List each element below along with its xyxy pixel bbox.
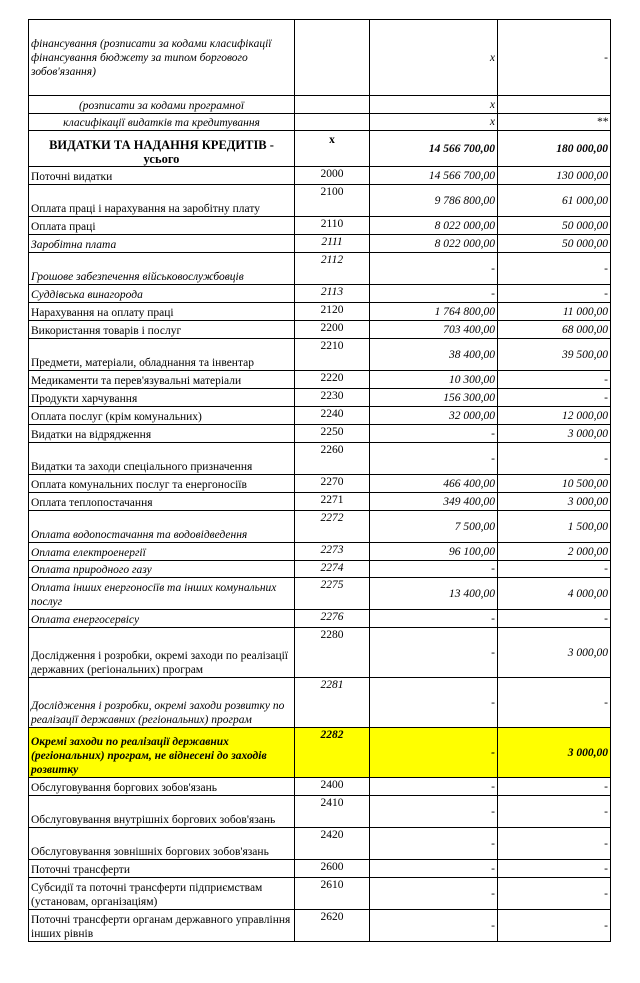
row-value-2-cell: - [498, 796, 611, 828]
row-name-cell: Оплата комунальних послуг та енергоносіїв [29, 475, 295, 493]
row-value-1-cell: 96 100,00 [370, 543, 498, 561]
table-row [29, 339, 611, 371]
row-value-2-cell: - [498, 443, 611, 475]
row-name-cell: Видатки на відрядження [29, 425, 295, 443]
row-name-cell: Поточні видатки [29, 167, 295, 185]
table-row [29, 561, 611, 578]
row-name-cell: Продукти харчування [29, 389, 295, 407]
row-value-1-cell: - [370, 561, 498, 578]
table-row [29, 678, 611, 728]
row-code-cell: 2281 [295, 678, 370, 728]
row-value-1-cell: 7 500,00 [370, 511, 498, 543]
row-value-1-cell: x [370, 20, 498, 96]
row-code-cell: 2273 [295, 543, 370, 561]
row-value-1-cell: 13 400,00 [370, 578, 498, 610]
row-value-2-cell: - [498, 910, 611, 942]
row-value-1-cell: - [370, 860, 498, 878]
row-value-2-cell: 4 000,00 [498, 578, 611, 610]
row-code-cell: 2230 [295, 389, 370, 407]
row-code-cell: 2210 [295, 339, 370, 371]
table-row [29, 114, 611, 131]
table-body [29, 20, 611, 942]
table-row [29, 910, 611, 942]
table-row [29, 96, 611, 114]
row-value-2-cell: 68 000,00 [498, 321, 611, 339]
row-value-1-cell: - [370, 253, 498, 285]
row-name-cell: Суддівська винагорода [29, 285, 295, 303]
table-row [29, 167, 611, 185]
row-value-2-cell: 1 500,00 [498, 511, 611, 543]
row-code-cell: 2420 [295, 828, 370, 860]
row-value-2-cell: 50 000,00 [498, 217, 611, 235]
table-row [29, 407, 611, 425]
row-name-cell: Оплата праці [29, 217, 295, 235]
table-row [29, 878, 611, 910]
row-code-cell: 2000 [295, 167, 370, 185]
row-value-2-cell: 61 000,00 [498, 185, 611, 217]
table-row [29, 425, 611, 443]
row-code-cell: 2620 [295, 910, 370, 942]
row-value-1-cell: - [370, 425, 498, 443]
row-value-2-cell: 11 000,00 [498, 303, 611, 321]
row-name-cell: Дослідження і розробки, окремі заходи розвитку по реалізації державних (регіональних) програм [29, 678, 295, 728]
row-value-2-cell: ** [498, 114, 611, 131]
row-value-2-cell: - [498, 389, 611, 407]
budget-expenditure-table [28, 19, 611, 942]
row-value-2-cell: - [498, 610, 611, 628]
row-value-2-cell: - [498, 878, 611, 910]
table-row [29, 285, 611, 303]
table-row [29, 185, 611, 217]
row-value-1-cell: 1 764 800,00 [370, 303, 498, 321]
row-name-cell: Оплата інших енергоносіїв та інших комунальних послуг [29, 578, 295, 610]
row-value-1-cell: - [370, 285, 498, 303]
table-row [29, 371, 611, 389]
table-row [29, 796, 611, 828]
row-value-2-cell: 3 000,00 [498, 628, 611, 678]
row-value-2-cell: - [498, 678, 611, 728]
table-row [29, 493, 611, 511]
row-name-cell: класифікації видатків та кредитування [29, 114, 295, 131]
row-value-1-cell: 38 400,00 [370, 339, 498, 371]
row-name-cell: Поточні трансферти органам державного управління інших рівнів [29, 910, 295, 942]
table-row [29, 321, 611, 339]
row-code-cell: 2111 [295, 235, 370, 253]
row-value-1-cell: - [370, 796, 498, 828]
row-value-2-cell [498, 96, 611, 114]
row-code-cell: 2110 [295, 217, 370, 235]
row-code-cell: 2112 [295, 253, 370, 285]
row-value-2-cell: 2 000,00 [498, 543, 611, 561]
table-row [29, 389, 611, 407]
row-name-cell: Нарахування на оплату праці [29, 303, 295, 321]
row-name-cell: Дослідження і розробки, окремі заходи по реалізації державних (регіональних) програм [29, 628, 295, 678]
row-name-cell: Обслуговування внутрішніх боргових зобов'язань [29, 796, 295, 828]
row-code-cell [295, 114, 370, 131]
row-code-cell: 2274 [295, 561, 370, 578]
table-row [29, 217, 611, 235]
row-value-2-cell: - [498, 20, 611, 96]
row-name-cell: Видатки та заходи спеціального призначення [29, 443, 295, 475]
row-name-cell: Оплата енергосервісу [29, 610, 295, 628]
row-code-cell: 2272 [295, 511, 370, 543]
row-name-cell: Предмети, матеріали, обладнання та інвентар [29, 339, 295, 371]
row-name-cell: Оплата електроенергії [29, 543, 295, 561]
row-code-cell: 2600 [295, 860, 370, 878]
row-name-cell: Грошове забезпечення військовослужбовців [29, 253, 295, 285]
row-value-2-cell: 130 000,00 [498, 167, 611, 185]
table-row [29, 253, 611, 285]
row-code-cell: 2400 [295, 778, 370, 796]
row-code-cell: x [295, 131, 370, 167]
row-code-cell: 2610 [295, 878, 370, 910]
row-value-1-cell: - [370, 443, 498, 475]
row-value-1-cell: - [370, 728, 498, 778]
table-row [29, 578, 611, 610]
row-value-2-cell: - [498, 860, 611, 878]
row-code-cell: 2282 [295, 728, 370, 778]
row-value-1-cell: 466 400,00 [370, 475, 498, 493]
row-value-1-cell: - [370, 778, 498, 796]
row-value-1-cell: - [370, 628, 498, 678]
row-name-cell: Поточні трансферти [29, 860, 295, 878]
row-code-cell: 2200 [295, 321, 370, 339]
row-code-cell: 2280 [295, 628, 370, 678]
row-value-2-cell: - [498, 285, 611, 303]
row-code-cell: 2250 [295, 425, 370, 443]
row-name-cell: Заробітна плата [29, 235, 295, 253]
row-value-1-cell: x [370, 114, 498, 131]
row-value-1-cell: - [370, 878, 498, 910]
row-code-cell: 2270 [295, 475, 370, 493]
row-code-cell: 2120 [295, 303, 370, 321]
row-value-1-cell: x [370, 96, 498, 114]
table-row [29, 828, 611, 860]
row-value-1-cell: 703 400,00 [370, 321, 498, 339]
row-name-cell: Обслуговування боргових зобов'язань [29, 778, 295, 796]
row-name-cell: Оплата теплопостачання [29, 493, 295, 511]
row-name-cell: Оплата праці і нарахування на заробітну плату [29, 185, 295, 217]
row-name-cell: Оплата водопостачання та водовідведення [29, 511, 295, 543]
row-code-cell: 2275 [295, 578, 370, 610]
row-code-cell: 2100 [295, 185, 370, 217]
row-value-1-cell: - [370, 610, 498, 628]
row-value-2-cell: - [498, 253, 611, 285]
row-name-cell: Обслуговування зовнішніх боргових зобов'язань [29, 828, 295, 860]
row-value-2-cell: 10 500,00 [498, 475, 611, 493]
table-row [29, 511, 611, 543]
row-value-2-cell: 12 000,00 [498, 407, 611, 425]
row-code-cell: 2240 [295, 407, 370, 425]
row-code-cell: 2271 [295, 493, 370, 511]
row-value-2-cell: - [498, 371, 611, 389]
table-row [29, 543, 611, 561]
row-value-1-cell: 14 566 700,00 [370, 131, 498, 167]
row-code-cell: 2113 [295, 285, 370, 303]
row-value-2-cell: 3 000,00 [498, 728, 611, 778]
row-value-2-cell: 39 500,00 [498, 339, 611, 371]
table-row [29, 235, 611, 253]
row-code-cell: 2276 [295, 610, 370, 628]
row-value-1-cell: 10 300,00 [370, 371, 498, 389]
table-row [29, 778, 611, 796]
row-code-cell [295, 96, 370, 114]
row-name-cell: Окремі заходи по реалізації державних (регіональних) програм, не віднесені до заходів розвитку [29, 728, 295, 778]
table-row [29, 628, 611, 678]
table-row [29, 860, 611, 878]
row-value-1-cell: - [370, 678, 498, 728]
row-value-1-cell: 156 300,00 [370, 389, 498, 407]
row-value-2-cell: 3 000,00 [498, 425, 611, 443]
row-value-2-cell: 50 000,00 [498, 235, 611, 253]
row-code-cell: 2410 [295, 796, 370, 828]
row-code-cell: 2260 [295, 443, 370, 475]
row-name-cell: Оплата природного газу [29, 561, 295, 578]
row-value-1-cell: 14 566 700,00 [370, 167, 498, 185]
row-value-1-cell: - [370, 828, 498, 860]
row-value-1-cell: 8 022 000,00 [370, 217, 498, 235]
row-value-1-cell: - [370, 910, 498, 942]
row-name-cell: фінансування (розписати за кодами класифікації фінансування бюджету за типом боргового зобов'язання) [29, 20, 295, 96]
table-row [29, 728, 611, 778]
row-value-2-cell: 3 000,00 [498, 493, 611, 511]
row-value-1-cell: 32 000,00 [370, 407, 498, 425]
row-code-cell [295, 20, 370, 96]
row-value-1-cell: 8 022 000,00 [370, 235, 498, 253]
row-name-cell: Використання товарів і послуг [29, 321, 295, 339]
table-row [29, 443, 611, 475]
row-value-1-cell: 9 786 800,00 [370, 185, 498, 217]
table-row [29, 475, 611, 493]
table-row [29, 610, 611, 628]
row-value-2-cell: - [498, 778, 611, 796]
row-code-cell: 2220 [295, 371, 370, 389]
row-value-2-cell: 180 000,00 [498, 131, 611, 167]
table-row [29, 303, 611, 321]
table-row [29, 131, 611, 167]
row-name-cell: Медикаменти та перев'язувальні матеріали [29, 371, 295, 389]
row-name-cell: Субсидії та поточні трансферти підприємствам (установам, організаціям) [29, 878, 295, 910]
row-name-cell: Оплата послуг (крім комунальних) [29, 407, 295, 425]
row-name-cell: (розписати за кодами програмної [29, 96, 295, 114]
row-value-2-cell: - [498, 828, 611, 860]
row-value-2-cell: - [498, 561, 611, 578]
row-name-cell: ВИДАТКИ ТА НАДАННЯ КРЕДИТІВ - усього [29, 131, 295, 167]
table-row [29, 20, 611, 96]
row-value-1-cell: 349 400,00 [370, 493, 498, 511]
